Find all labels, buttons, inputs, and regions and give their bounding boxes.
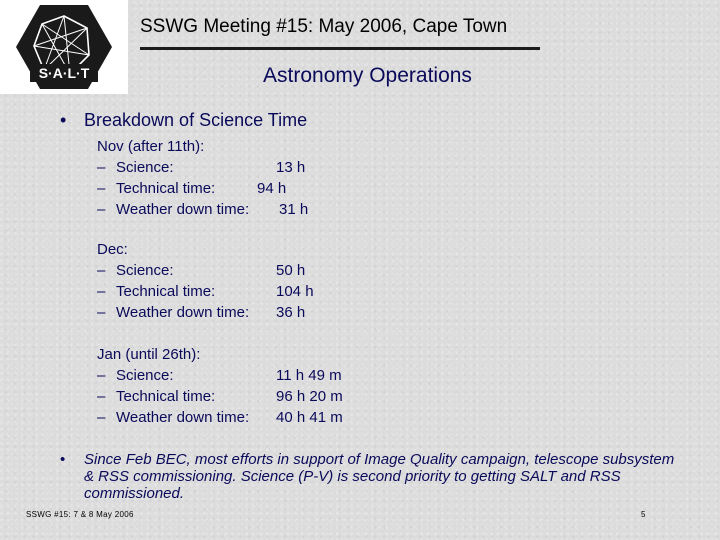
- period-row: [97, 302, 306, 323]
- salt-logo-graphic: [0, 0, 128, 94]
- title-divider: [140, 47, 540, 50]
- row-label: Weather down time:: [116, 201, 250, 218]
- dash-icon: –: [97, 283, 106, 300]
- dash-icon: –: [97, 409, 106, 426]
- row-label: Technical time:: [116, 283, 216, 300]
- dash-icon: –: [97, 388, 106, 405]
- row-value: 31 h: [279, 201, 309, 218]
- period-row: [97, 199, 309, 220]
- dash-icon: –: [97, 159, 106, 176]
- row-value: 94 h: [257, 180, 287, 197]
- row-label: Science:: [116, 367, 174, 384]
- dash-icon: –: [97, 262, 106, 279]
- row-label: Science:: [116, 262, 174, 279]
- period-row: [97, 157, 306, 178]
- period-row: [97, 365, 342, 386]
- period-dec: [97, 239, 314, 323]
- dash-icon: –: [97, 201, 106, 218]
- row-label: Science:: [116, 159, 174, 176]
- page-number: 5: [641, 510, 646, 519]
- period-label: Nov (after 11th):: [97, 138, 205, 155]
- period-row: [97, 407, 343, 428]
- row-value: 36 h: [276, 304, 306, 321]
- bullet-dot-icon: •: [60, 110, 67, 130]
- period-nov: [97, 136, 309, 220]
- row-label: Technical time:: [116, 180, 216, 197]
- row-value: 50 h: [276, 262, 306, 279]
- period-row: [97, 260, 306, 281]
- salt-logo: [0, 0, 128, 94]
- note-text: Since Feb BEC, most efforts in support of Image Quality campaign, telescope subsystem & RSS commissioning. Science (P-V) is second priority to getting SALT and RSS commissioned.: [84, 451, 675, 502]
- row-value: 40 h 41 m: [276, 409, 343, 426]
- breakdown-heading: Breakdown of Science Time: [84, 110, 308, 130]
- meeting-title: SSWG Meeting #15: May 2006, Cape Town: [140, 16, 508, 37]
- logo-text: S·A·L·T: [38, 65, 90, 81]
- slide-title: Astronomy Operations: [263, 64, 472, 87]
- row-value: 96 h 20 m: [276, 388, 343, 405]
- period-label: Dec:: [97, 241, 128, 258]
- dash-icon: –: [97, 367, 106, 384]
- period-row: [97, 386, 343, 407]
- period-jan: [97, 344, 343, 428]
- period-row: [97, 281, 314, 302]
- row-value: 11 h 49 m: [276, 367, 342, 384]
- row-value: 13 h: [276, 159, 306, 176]
- period-row: [97, 178, 287, 199]
- dash-icon: –: [97, 304, 106, 321]
- row-label: Weather down time:: [116, 409, 250, 426]
- footer-meeting-label: SSWG #15: 7 & 8 May 2006: [26, 510, 134, 519]
- row-label: Technical time:: [116, 388, 216, 405]
- dash-icon: –: [97, 180, 106, 197]
- row-value: 104 h: [276, 283, 314, 300]
- row-label: Weather down time:: [116, 304, 250, 321]
- period-label: Jan (until 26th):: [97, 346, 201, 363]
- bullet-dot-icon: •: [60, 451, 66, 468]
